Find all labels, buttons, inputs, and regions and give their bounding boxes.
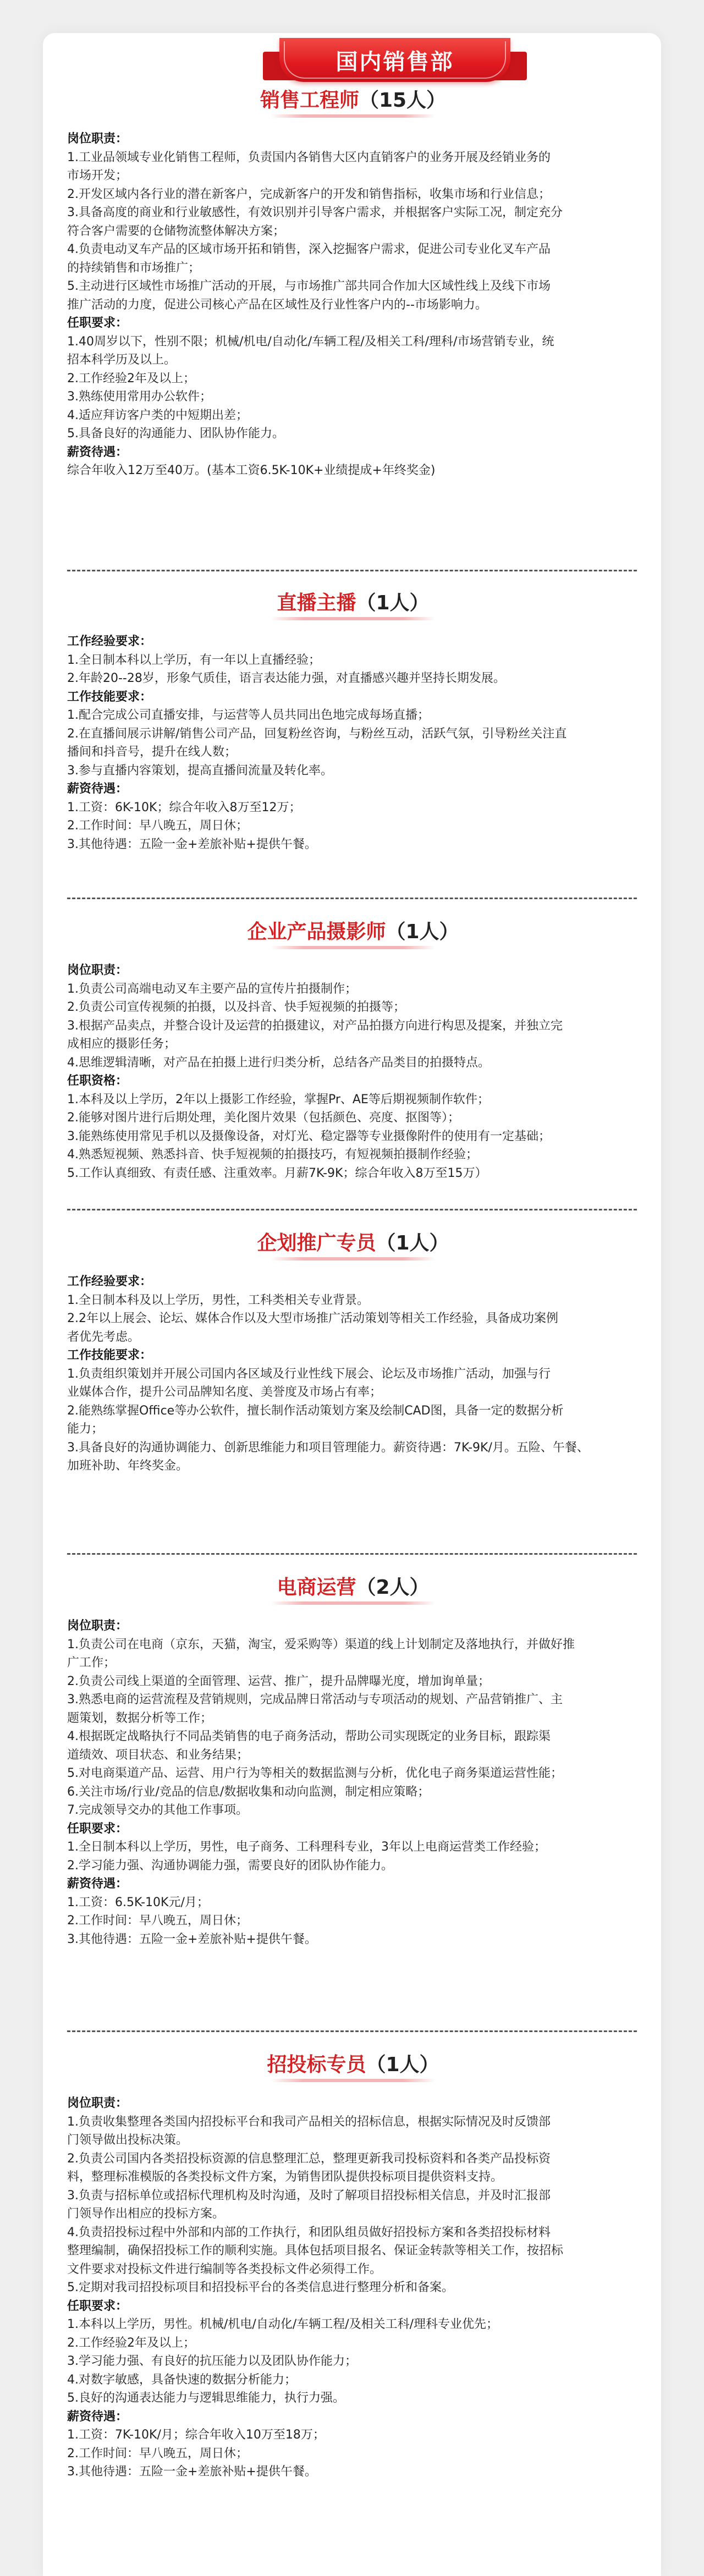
block-line: 2.工作时间：早八晚五，周日休；	[67, 2446, 248, 2461]
block-line: 5.具备良好的沟通能力、团队协作能力。	[67, 427, 284, 441]
block-line: 3.学习能力强、有良好的抗压能力以及团队协作能力；	[67, 2354, 357, 2368]
block-line: 7.完成领导交办的其他工作事项。	[67, 1803, 248, 1817]
banner-ribbon	[279, 38, 510, 82]
block-label: 薪资待遇：	[67, 445, 128, 459]
section-title-row	[67, 1228, 639, 1255]
block-line: 2.学习能力强、沟通协调能力强，需要良好的团队协作能力。	[67, 1858, 393, 1873]
block-line: 2.在直播间展示讲解/销售公司产品，回复粉丝咨询，与粉丝互动，活跃气氛，引导粉丝关注直	[67, 726, 567, 741]
block-line: 综合年收入12万至40万。(基本工资6.5K-10K+业绩提成+年终奖金)	[67, 464, 436, 477]
job-section-photographer	[67, 916, 639, 1182]
section-body	[67, 1617, 639, 1948]
section-title-underline	[271, 946, 436, 949]
block-line: 业媒体合作，提升公司品牌知名度、美誉度及市场占有率；	[67, 1385, 382, 1399]
block-line: 1.本科以上学历，男性。机械/机电/自动化/车辆工程/及相关工科/理科专业优先；	[67, 2318, 499, 2331]
block-line: 市场开发；	[67, 169, 128, 183]
section-title-row	[67, 1572, 639, 1599]
section-title-underline	[271, 617, 436, 620]
section-body	[67, 961, 639, 1182]
block-label: 工作经验要求：	[67, 635, 152, 648]
block-line: 5.工作认真细致、有责任感、注重效率。月薪7K-9K；综合年收入8万至15万）	[67, 1166, 487, 1180]
section-title	[247, 916, 459, 944]
block-line: 能力；	[67, 1422, 104, 1436]
block-line: 成相应的摄影任务；	[67, 1037, 177, 1051]
block-line: 播间和抖音号，提升在线人数；	[67, 745, 237, 759]
block-line: 2.年龄20--28岁，形象气质佳，语言表达能力强，对直播感兴趣并坚持长期发展。	[67, 671, 505, 685]
block-line: 广工作；	[67, 1656, 116, 1670]
block-line: 1.工资：6K-10K；综合年收入8万至12万；	[67, 800, 301, 814]
section-body	[67, 130, 639, 480]
block-line: 1.全日制本科以上学历，男性，电子商务、工科理科专业，3年以上电商运营类工作经验；	[67, 1840, 546, 1854]
block-label: 薪资待遇：	[67, 782, 128, 796]
block-line: 2.负责公司宣传视频的拍摄，以及抖音、快手短视频的拍摄等；	[67, 1000, 405, 1014]
block-line: 2.负责公司线上渠道的全面管理、运营、推广，提升品牌曝光度，增加询单量；	[67, 1674, 490, 1688]
block-line: 3.其他待遇：五险一金+差旅补贴+提供午餐。	[67, 2465, 317, 2479]
block-line: 1.负责公司高端电动叉车主要产品的宣传片拍摄制作；	[67, 982, 357, 996]
block-line: 4.对数字敏感，具备快速的数据分析能力；	[67, 2373, 296, 2387]
block-line: 1.全日制本科以上学历，有一年以上直播经验；	[67, 653, 321, 667]
headcount: （1人）	[356, 591, 430, 614]
block-line: 1.工资：6.5K-10K元/月；	[67, 1895, 209, 1909]
block-line: 3.熟练使用常用办公软件；	[67, 390, 212, 404]
block-line: 整理编制，确保招投标工作的顺利实施。具体包括项目报名、保证金转款等相关工作，按招标	[67, 2244, 564, 2258]
block-line: 文件要求对投标文件进行编制等各类投标文件必须得工作。	[67, 2262, 382, 2276]
block-line: 5.良好的沟通表达能力与逻辑思维能力，执行力强。	[67, 2391, 345, 2405]
block-line: 道绩效、项目状态、和业务结果；	[67, 1748, 249, 1762]
headcount: （1人）	[376, 1231, 449, 1254]
section-body	[67, 2094, 639, 2481]
block-line: 2.能熟练掌握Office等办公软件，擅长制作活动策划方案及绘制CAD图，具备一定的数据分析	[67, 1403, 564, 1418]
block-line: 3.能熟练使用常见手机以及摄像设备，对灯光、稳定器等专业摄像附件的使用有一定基础；	[67, 1129, 551, 1143]
section-title	[267, 2049, 439, 2077]
section-title	[257, 1228, 449, 1256]
block-line: 1.全日制本科及以上学历，男性，工科类相关专业背景。	[67, 1293, 369, 1307]
job-title: 直播主播	[277, 591, 356, 614]
block-line: 4.思维逻辑清晰，对产品在拍摄上进行归类分析，总结各产品类目的拍摄特点。	[67, 1055, 490, 1070]
block-line: 5.对电商渠道产品、运营、用户行为等相关的数据监测与分析，优化电子商务渠道运营性能；	[67, 1766, 563, 1780]
block-label: 岗位职责：	[67, 1619, 128, 1633]
job-section-ecommerce-operations	[67, 1572, 639, 1948]
block-line: 1.40周岁以下，性别不限；机械/机电/自动化/车辆工程/及相关工科/理科/市场营销专业，统	[67, 334, 554, 349]
block-line: 1.负责收集整理各类国内招投标平台和我司产品相关的招标信息，根据实际情况及时反馈部	[67, 2115, 551, 2129]
block-label: 岗位职责：	[67, 2096, 128, 2110]
block-line: 3.其他待遇：五险一金+差旅补贴+提供午餐。	[67, 1932, 317, 1946]
section-divider	[67, 898, 637, 899]
section-title-underline	[271, 1257, 436, 1261]
block-line: 3.根据产品卖点，并整合设计及运营的拍摄建议，对产品拍摄方向进行构思及提案，并独立完	[67, 1019, 563, 1033]
block-line: 者优先考虑。	[67, 1330, 140, 1344]
block-line: 1.配合完成公司直播安排，与运营等人员共同出色地完成每场直播；	[67, 708, 430, 722]
section-title-underline	[271, 1601, 436, 1605]
block-label: 工作技能要求：	[67, 1348, 152, 1362]
block-line: 推广活动的力度，促进公司核心产品在区域性及行业性客户内的--市场影响力。	[67, 298, 487, 312]
job-section-bidding-specialist	[67, 2049, 639, 2481]
job-title: 招投标专员	[267, 2053, 366, 2076]
block-line: 2.工作时间：早八晚五，周日休；	[67, 1914, 248, 1928]
block-line: 1.负责组织策划并开展公司国内各区域及行业性线下展会、论坛及市场推广活动，加强与行	[67, 1367, 551, 1381]
block-label: 工作技能要求：	[67, 690, 152, 704]
block-line: 5.主动进行区域性市场推广活动的开展，与市场推广部共同合作加大区域性线上及线下市场	[67, 279, 551, 293]
block-line: 3.熟悉电商的运营流程及营销规则，完成品牌日常活动与专项活动的规划、产品营销推广、主	[67, 1693, 563, 1707]
job-title: 电商运营	[277, 1576, 356, 1599]
section-title-underline	[271, 2079, 436, 2082]
headcount: （1人）	[386, 920, 459, 943]
block-line: 1.负责公司在电商（京东，天猫，淘宝，爱采购等）渠道的线上计划制定及落地执行，并做好推	[67, 1637, 575, 1652]
block-line: 3.具备高度的商业和行业敏感性，有效识别并引导客户需求，并根据客户实际工况，制定充分	[67, 206, 563, 219]
block-line: 的持续销售和市场推广；	[67, 261, 201, 275]
block-label: 岗位职责：	[67, 132, 128, 146]
block-line: 1.本科及以上学历，2年以上摄影工作经验，掌握Pr、AE等后期视频制作软件；	[67, 1092, 490, 1107]
job-section-live-host	[67, 587, 639, 854]
block-label: 岗位职责：	[67, 964, 128, 977]
block-line: 4.根据既定战略执行不同品类销售的电子商务活动，帮助公司实现既定的业务目标，跟踪渠	[67, 1730, 551, 1743]
section-divider	[67, 570, 637, 571]
block-line: 题策划，数据分析等工作；	[67, 1711, 213, 1725]
block-line: 料，整理标准模版的各类投标文件方案，为销售团队提供投标项目提供资料支持。	[67, 2170, 503, 2184]
job-section-promotion-specialist	[67, 1228, 639, 1476]
job-title: 企业产品摄影师	[247, 920, 386, 943]
block-label: 任职要求：	[67, 2299, 128, 2313]
block-line: 3.参与直播内容策划，提高直播间流量及转化率。	[67, 763, 333, 778]
block-line: 4.负责招投标过程中外部和内部的工作执行，和团队组员做好招投标方案和各类招投标材料	[67, 2225, 551, 2239]
section-title-row	[67, 916, 639, 944]
job-title: 销售工程师	[260, 89, 359, 112]
job-section-sales-engineer	[67, 85, 639, 480]
block-line: 2.负责公司国内各类招投标资源的信息整理汇总，整理更新我司投标资料和各类产品投标资	[67, 2151, 551, 2166]
block-label: 任职资格：	[67, 1074, 128, 1088]
block-label: 薪资待遇：	[67, 1877, 128, 1891]
department-banner	[279, 33, 510, 87]
block-line: 4.负责电动叉车产品的区域市场开拓和销售，深入挖掘客户需求，促进公司专业化叉车产品	[67, 243, 551, 256]
headcount: （15人）	[359, 89, 447, 112]
department-title: 国内销售部	[336, 49, 454, 75]
block-line: 2.工作经验2年及以上；	[67, 2336, 195, 2350]
section-divider	[67, 2030, 637, 2032]
block-line: 1.工业品领域专业化销售工程师，负责国内各销售大区内直销客户的业务开展及经销业务的	[67, 150, 551, 164]
section-title-row	[67, 85, 639, 112]
block-line: 4.熟悉短视频、熟悉抖音、快手短视频的拍摄技巧，有短视频拍摄制作经验；	[67, 1148, 478, 1162]
block-line: 4.适应拜访客户类的中短期出差；	[67, 408, 248, 422]
block-line: 2.2年以上展会、论坛、媒体合作以及大型市场推广活动策划等相关工作经验，具备成功案例	[67, 1312, 558, 1325]
block-line: 3.负责与招标单位或招标代理机构及时沟通，及时了解项目招投标相关信息，并及时汇报部	[67, 2188, 551, 2203]
section-divider	[67, 1209, 637, 1210]
block-line: 2.工作时间：早八晚五，周日休；	[67, 819, 248, 833]
block-line: 2.工作经验2年及以上；	[67, 371, 195, 386]
block-label: 工作经验要求：	[67, 1275, 152, 1289]
block-line: 6.关注市场/行业/竞品的信息/数据收集和动向监测，制定相应策略；	[67, 1785, 430, 1799]
block-line: 5.定期对我司招投标项目和招投标平台的各类信息进行整理分析和备案。	[67, 2281, 454, 2294]
block-line: 2.开发区域内各行业的潜在新客户，完成新客户的开发和销售指标，收集市场和行业信息；	[67, 187, 551, 201]
section-title	[277, 1572, 429, 1600]
block-line: 3.其他待遇：五险一金+差旅补贴+提供午餐。	[67, 837, 317, 851]
job-title: 企划推广专员	[257, 1231, 376, 1254]
section-title-underline	[271, 114, 436, 118]
block-line: 2.能够对图片进行后期处理，美化图片效果（包括颜色、亮度、抠图等）；	[67, 1111, 460, 1125]
section-body	[67, 1273, 639, 1476]
headcount: （2人）	[356, 1576, 430, 1599]
block-line: 1.工资：7K-10K/月；综合年收入10万至18万；	[67, 2428, 325, 2442]
block-line: 门领导作出相应的投标方案。	[67, 2207, 225, 2221]
section-title-row	[67, 2049, 639, 2077]
section-title	[277, 587, 429, 615]
block-label: 任职要求：	[67, 316, 128, 330]
block-line: 3.具备良好的沟通协调能力、创新思维能力和项目管理能力。薪资待遇：7K-9K/月。五险、午餐、	[67, 1440, 589, 1455]
block-label: 薪资待遇：	[67, 2409, 128, 2424]
block-label: 任职要求：	[67, 1821, 128, 1836]
section-divider	[67, 1553, 637, 1555]
block-line: 门领导做出投标决策。	[67, 2133, 189, 2147]
headcount: （1人）	[366, 2053, 439, 2076]
block-line: 符合客户需要的仓储物流整体解决方案；	[67, 224, 285, 238]
section-body	[67, 632, 639, 854]
section-title-row	[67, 587, 639, 615]
block-line: 加班补助、年终奖金。	[67, 1459, 189, 1473]
section-title	[260, 85, 446, 113]
block-line: 招本科学历及以上。	[67, 353, 177, 367]
